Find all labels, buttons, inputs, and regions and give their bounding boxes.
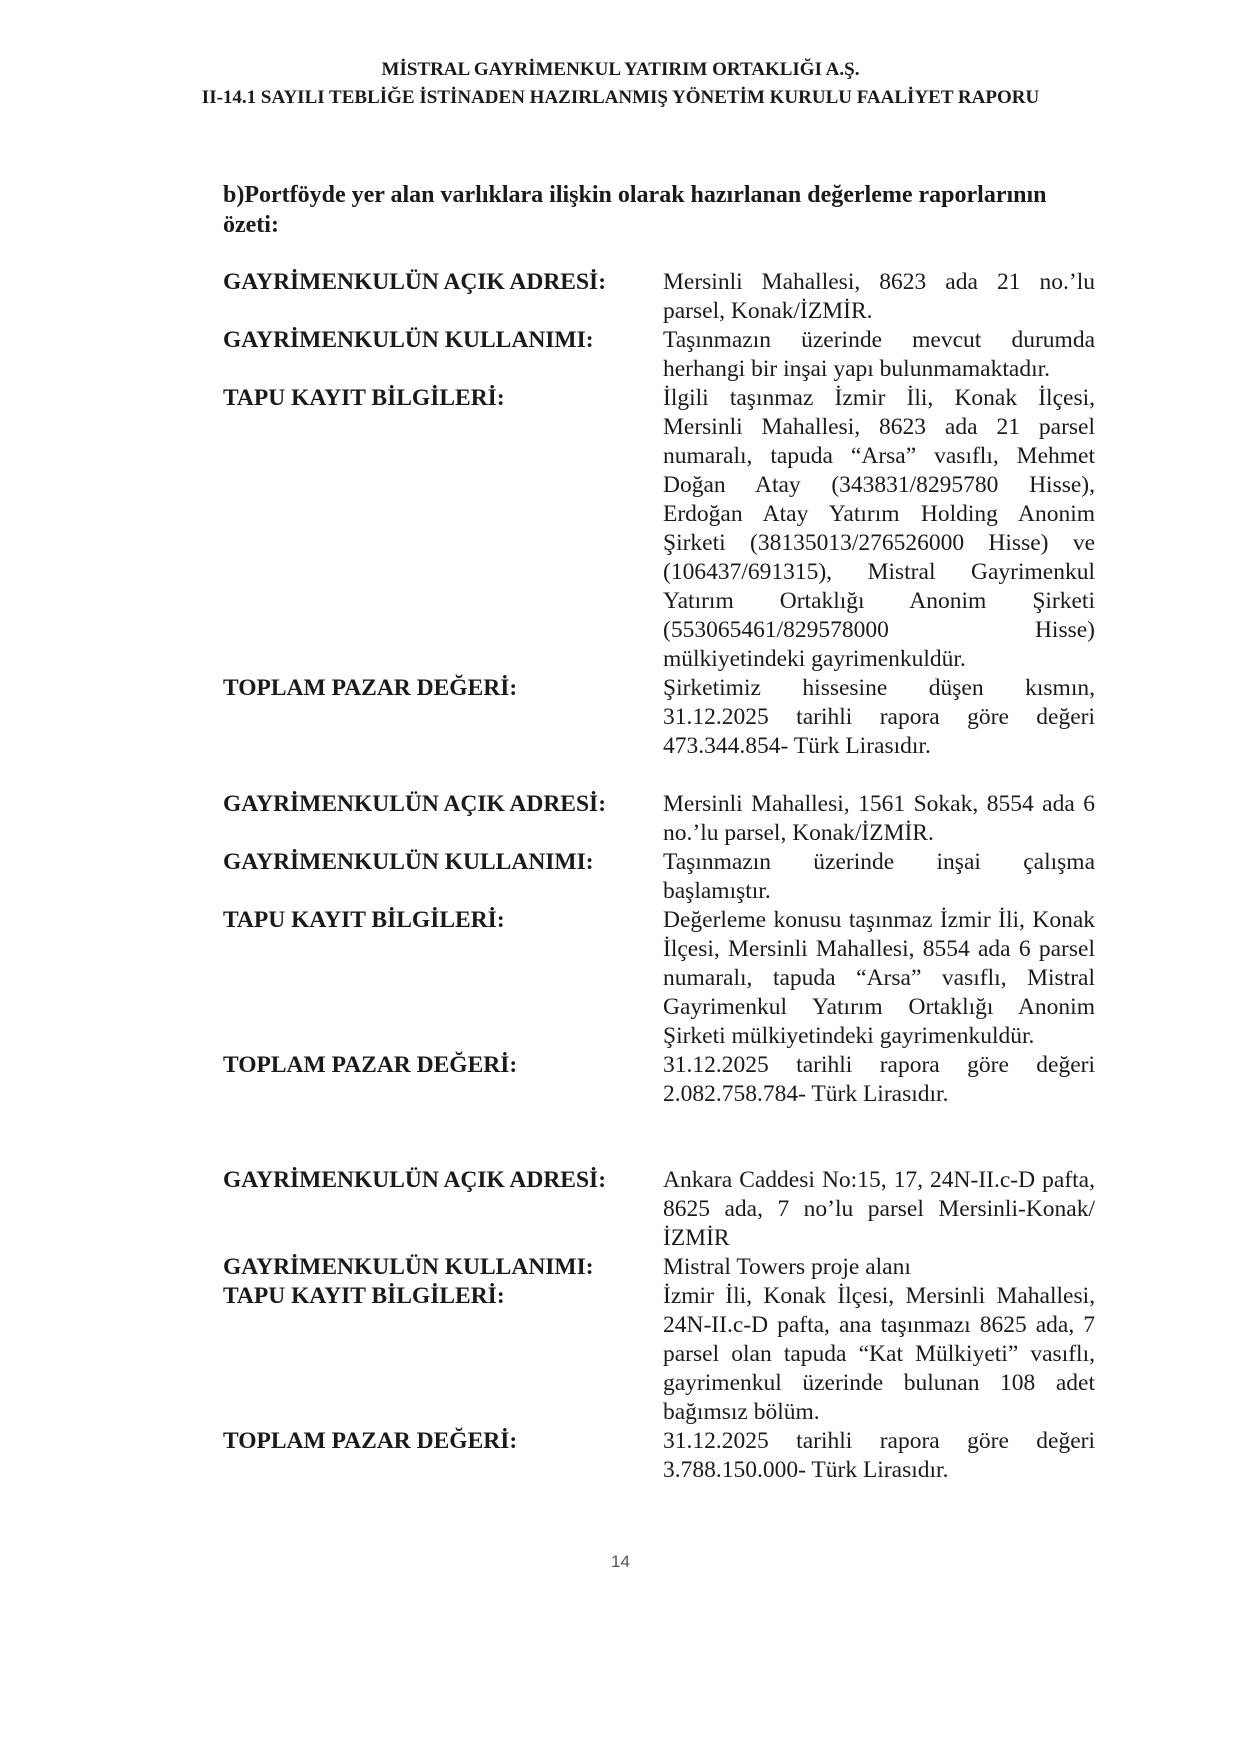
deed-value: Değerleme konusu taşınmaz İzmir İli, Konak İlçesi, Mersinli Mahallesi, 8554 ada 6 parsel numaralı, tapuda “Arsa” vasıflı, Mistral Gayrimenkul Yatırım Ortaklığı Anonim Şirketi mülkiyetindeki gayrimenkuldür. [663,907,1095,1049]
deed-row [223,384,1095,674]
deed-label: TAPU KAYIT BİLGİLERİ: [223,385,505,411]
page-number: 14 [611,1552,630,1571]
deed-value: İzmir İli, Konak İlçesi, Mersinli Mahallesi, 24N-II.c-D pafta, ana taşınmazı 8625 ada, 7 parsel olan tapuda “Kat Mülkiyeti” vasıflı, gayrimenkul üzerinde bulunan 108 adet bağımsız bölüm. [663,1283,1095,1425]
deed-row [223,906,1095,1051]
address-row [223,790,1095,848]
market-value: Şirketimiz hissesine düşen kısmın, 31.12.2025 tarihli rapora göre değeri 473.344.854- Türk Lirasıdır. [663,675,1095,759]
property-block-1 [223,268,1095,761]
usage-label: GAYRİMENKULÜN KULLANIMI: [223,327,594,353]
property-block-2 [223,790,1095,1109]
market-value-label: TOPLAM PAZAR DEĞERİ: [223,675,518,701]
report-header [0,56,1241,112]
market-value-row [223,674,1095,761]
usage-row [223,326,1095,384]
usage-value: Mistral Towers proje alanı [663,1254,911,1280]
market-value: 31.12.2025 tarihli rapora göre değeri 3.788.150.000- Türk Lirasıdır. [663,1428,1095,1483]
address-value: Mersinli Mahallesi, 1561 Sokak, 8554 ada 6 no.’lu parsel, Konak/İZMİR. [663,791,1095,846]
address-label: GAYRİMENKULÜN AÇIK ADRESİ: [223,269,607,295]
usage-row [223,1253,1095,1282]
address-label: GAYRİMENKULÜN AÇIK ADRESİ: [223,1167,607,1193]
usage-value: Taşınmazın üzerinde inşai çalışma başlamıştır. [663,849,1095,904]
address-label: GAYRİMENKULÜN AÇIK ADRESİ: [223,791,607,817]
market-value-row [223,1427,1095,1485]
usage-row [223,848,1095,906]
address-row [223,268,1095,326]
section-title: b)Portföyde yer alan varlıklara ilişkin olarak hazırlanan değerleme raporlarının özeti: [223,182,1047,238]
property-block-3 [223,1166,1095,1485]
deed-value: İlgili taşınmaz İzmir İli, Konak İlçesi, Mersinli Mahallesi, 8623 ada 21 parsel numaralı, tapuda “Arsa” vasıflı, Mehmet Doğan Atay (343831/8295780 Hisse), Erdoğan Atay Yatırım Holding Anonim Şirketi (38135013/276526000 Hisse) ve (106437/691315), Mistral Gayrimenkul Yatırım Ortaklığı Anonim Şirketi (553065461/829578000 Hisse) mülkiyetindeki gayrimenkuldür. [663,385,1095,672]
market-value-label: TOPLAM PAZAR DEĞERİ: [223,1052,518,1078]
address-value: Mersinli Mahallesi, 8623 ada 21 no.’lu parsel, Konak/İZMİR. [663,269,1095,324]
deed-label: TAPU KAYIT BİLGİLERİ: [223,1283,505,1309]
market-value-label: TOPLAM PAZAR DEĞERİ: [223,1428,518,1454]
company-name: MİSTRAL GAYRİMENKUL YATIRIM ORTAKLIĞI A.Ş. [381,59,860,80]
usage-value: Taşınmazın üzerinde mevcut durumda herhangi bir inşai yapı bulunmamaktadır. [663,327,1095,382]
deed-label: TAPU KAYIT BİLGİLERİ: [223,907,505,933]
market-value: 31.12.2025 tarihli rapora göre değeri 2.082.758.784- Türk Lirasıdır. [663,1052,1095,1107]
usage-label: GAYRİMENKULÜN KULLANIMI: [223,849,594,875]
report-title: II-14.1 SAYILI TEBLİĞE İSTİNADEN HAZIRLANMIŞ YÖNETİM KURULU FAALİYET RAPORU [201,87,1040,108]
market-value-row [223,1051,1095,1109]
usage-label: GAYRİMENKULÜN KULLANIMI: [223,1254,594,1280]
deed-row [223,1282,1095,1427]
address-value: Ankara Caddesi No:15, 17, 24N-II.c-D pafta, 8625 ada, 7 no’lu parsel Mersinli-Konak/İZMİR [663,1167,1095,1251]
address-row [223,1166,1095,1253]
